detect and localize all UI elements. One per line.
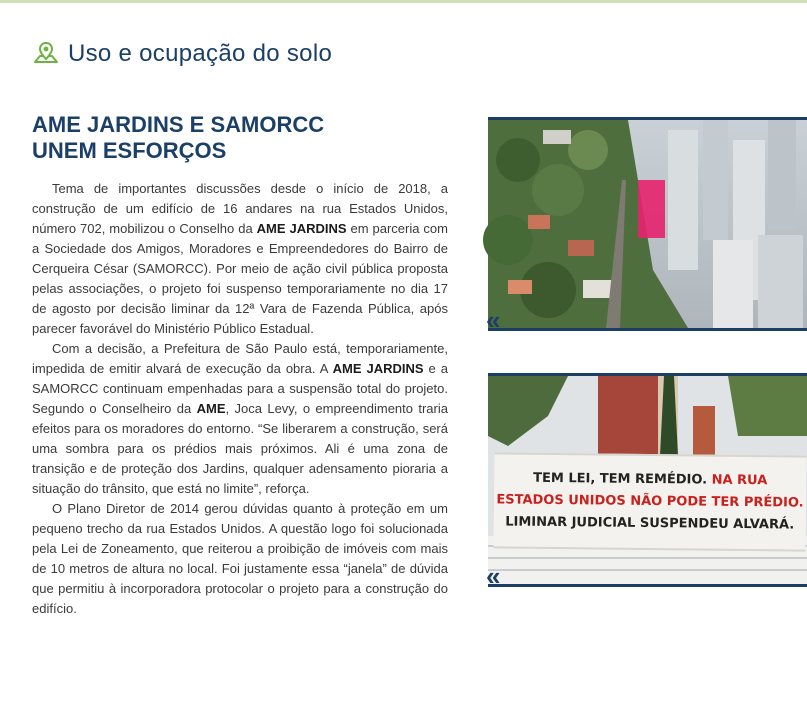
banner-text-red: ESTADOS UNIDOS NÃO PODE TER PRÉDIO. [496,492,804,511]
paragraph-2: Com a decisão, a Prefeitura de São Paulo está, temporariamente, impedida de emitir alvará de execução da obra. A AME JARDINS e a SAMORCC continuam empenhadas para a suspensão total do projeto. Segundo o Conselheiro da AME, Joca Levy, o empreendimento traria efeitos para os moradores do entorno. “Se liberarem a construção, será uma sombra para os prédios mais próximos. Ali é uma zona de transição e de proteção dos Jardins, qualquer adensamento pioraria a situação do trânsito, que está no limite”, reforça. [32,341,448,496]
headline-line-1: AME JARDINS E SAMORCC [32,112,325,137]
quote-mark: « [486,561,501,591]
banner-text: TEM LEI, TEM REMÉDIO. [533,470,708,488]
map-pin-icon [32,40,60,68]
org-name: AME JARDINS [256,221,347,236]
section-title: Uso e ocupação do solo [68,40,333,67]
banner-text: LIMINAR JUDICIAL SUSPENDEU ALVARÁ. [505,514,795,533]
section-header [32,40,332,68]
aerial-photo [486,117,807,335]
quote-mark: « [486,305,501,335]
paragraph-3: O Plano Diretor de 2014 gerou dúvidas quanto à proteção em um pequeno trecho da rua Estados Unidos. A questão logo foi solucionada pela Lei de Zoneamento, que reiterou a proibição de imóveis com mais de 10 metros de altura no local. Foi justamente essa “janela” de dúvida que permitiu à incorporadora protocolar o projeto para a construção do edifício. [32,501,448,616]
org-name: AME [196,401,226,416]
headline-line-2: UNEM ESFORÇOS [32,138,227,163]
article-headline [32,112,462,164]
article-body [32,179,448,619]
protest-banner [494,452,807,551]
top-rule [0,0,807,3]
banner-text-red: NA RUA [711,472,768,489]
paragraph-1: Tema de importantes discussões desde o início de 2018, a construção de um edifício de 16 andares na rua Estados Unidos, número 702, mobilizou o Conselho da AME JARDINS em parceria com a Sociedade dos Amigos, Moradores e Empreendedores do Bairro de Cerqueira César (SAMORCC). Por meio de ação civil pública proposta pelas associações, o projeto foi suspenso temporariamente no dia 17 de agosto por decisão liminar da 12ª Vara de Fazenda Pública, após parecer favorável do Ministério Público Estadual. [32,181,448,336]
banner-photo [486,373,807,591]
org-name: AME JARDINS [332,361,424,376]
aerial-photo-image [486,120,807,335]
